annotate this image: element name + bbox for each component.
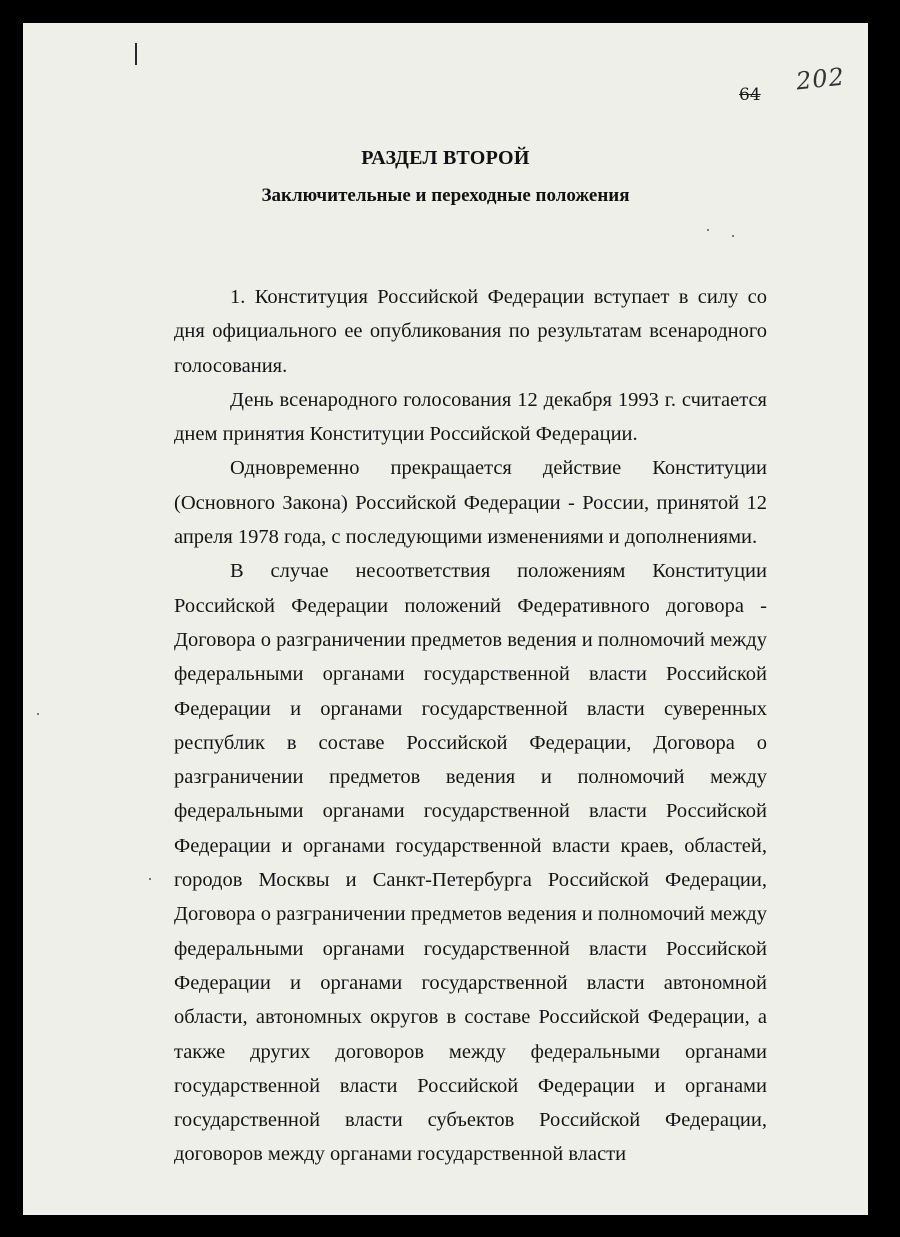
scan-speck [707,229,709,231]
scan-speck [732,235,734,237]
document-page [23,23,868,1215]
section-title: РАЗДЕЛ ВТОРОЙ [361,147,530,169]
archive-number: 202 [794,62,847,96]
paragraph-4: В случае несоответствия положениям Конституции Российской Федерации положений Федеративного договора - Договора о разграничении предметов ведения и полномочий между федеральными органами государственной власти Российской Федерации и органами государственной власти суверенных республик в составе Российской Федерации, Договора о разграничении предметов ведения и полномочий между федеральными органами государственной власти Российской Федерации и органами государственной власти краев, областей, городов Москвы и Санкт-Петербурга Российской Федерации, Договора о разграничении предметов ведения и полномочий между федеральными органами государственной власти Российской Федерации и органами государственной власти автономной области, автономных округов в составе Российской Федерации, а также других договоров между федеральными органами государственной власти Российской Федерации и органами государственной власти субъектов Российской Федерации, договоров между органами государственной власти [174,560,767,1166]
margin-mark [135,43,137,65]
paragraph-1: 1. Конституция Российской Федерации вступает в силу со дня официального ее опубликования по результатам всенародного голосования. [174,286,767,377]
paragraph-3: Одновременно прекращается действие Конституции (Основного Закона) Российской Федерации - России, принятой 12 апреля 1978 года, с последующими изменениями и дополнениями. [174,457,767,549]
paragraph-2: День всенародного голосования 12 декабря 1993 г. считается днем принятия Конституции Российской Федерации. [174,388,767,446]
scan-speck [37,713,39,715]
page-number: 64 [739,85,761,105]
scan-speck [149,878,151,880]
body-text [174,280,767,1172]
section-subtitle: Заключительные и переходные положения [261,185,630,206]
